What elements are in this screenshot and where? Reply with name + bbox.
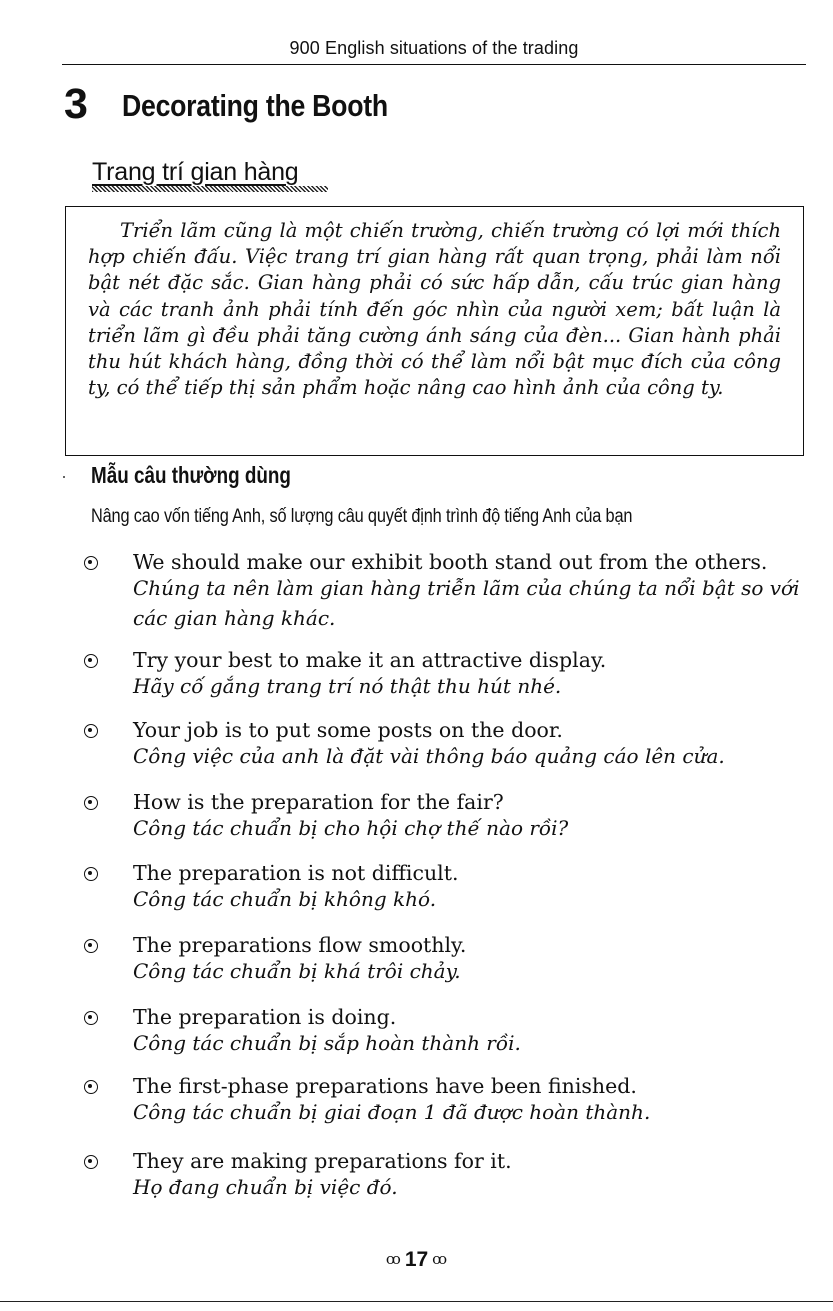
margin-dot <box>63 476 65 478</box>
phrase-vietnamese: Hãy cố gắng trang trí nó thật thu hút nhé. <box>133 674 562 698</box>
phrase-english: Your job is to put some posts on the door. <box>133 718 563 742</box>
subtitle-hatch-decoration <box>92 186 328 192</box>
bullet-icon <box>84 556 98 570</box>
bullet-icon <box>84 939 98 953</box>
intro-box <box>65 206 804 456</box>
bullet-icon <box>84 1011 98 1025</box>
phrase-english: How is the preparation for the fair? <box>133 790 504 814</box>
phrase-vietnamese: Chúng ta nên làm gian hàng triễn lãm của chúng ta nổi bật so với các gian hàng khác. <box>133 576 800 630</box>
phrase-english: Try your best to make it an attractive display. <box>133 648 607 672</box>
running-header: 900 English situations of the trading <box>289 38 579 58</box>
phrase-vietnamese: Công tác chuẩn bị giai đoạn 1 đã được hoàn thành. <box>133 1100 651 1124</box>
bullet-icon <box>84 796 98 810</box>
page-number: 17 <box>404 1248 429 1271</box>
phrase-vietnamese: Họ đang chuẩn bị việc đó. <box>133 1175 398 1199</box>
bullet-icon <box>84 1080 98 1094</box>
phrase-english: The preparations flow smoothly. <box>133 933 467 957</box>
phrase-vietnamese: Công tác chuẩn bị cho hội chợ thế nào rồi? <box>133 816 569 840</box>
intro-paragraph: Triển lãm cũng là một chiến trường, chiến trường có lợi mới thích hợp chiến đấu. Việc trang trí gian hàng rất quan trọng, phải làm nổi bật nét đặc sắc. Gian hàng phải có sức hấp dẫn, cấu trúc gian hàng và các tranh ảnh phải tính đến góc nhìn của người xem; bất luận là triển lãm gì đều phải tăng cường ánh sáng của đèn... Gian hành phải thu hút khách hàng, đồng thời có thể làm nổi bật mục đích của công ty, có thể tiếp thị sản phẩm hoặc nâng cao hình ảnh của công ty. <box>88 219 781 400</box>
ornament-left-icon: ꝏ <box>385 1250 401 1268</box>
ornament-right-icon: ꝏ <box>432 1250 448 1268</box>
bullet-icon <box>84 724 98 738</box>
subtitle: Trang trí gian hàng <box>92 158 299 186</box>
phrase-vietnamese: Công việc của anh là đặt vài thông báo quảng cáo lên cửa. <box>133 744 725 768</box>
phrase-english: The preparation is doing. <box>133 1005 397 1029</box>
page-number-footer <box>0 1248 833 1272</box>
bullet-icon <box>84 1155 98 1169</box>
phrase-vietnamese: Công tác chuẩn bị khá trôi chảy. <box>133 959 461 983</box>
header-rule <box>62 64 806 65</box>
section-heading: Mẫu câu thường dùng <box>91 462 291 488</box>
section-subheading: Nâng cao vốn tiếng Anh, số lượng câu quyết định trình độ tiếng Anh của bạn <box>91 506 633 527</box>
phrase-english: The preparation is not difficult. <box>133 861 459 885</box>
phrase-english: They are making preparations for it. <box>133 1149 512 1173</box>
chapter-number: 3 <box>64 80 88 128</box>
bullet-icon <box>84 867 98 881</box>
phrase-vietnamese: Công tác chuẩn bị sắp hoàn thành rồi. <box>133 1031 521 1055</box>
phrase-english: We should make our exhibit booth stand out from the others. <box>133 550 768 574</box>
bottom-rule <box>0 1301 833 1302</box>
chapter-title: Decorating the Booth <box>122 88 388 123</box>
phrase-english: The first-phase preparations have been finished. <box>133 1074 637 1098</box>
bullet-icon <box>84 654 98 668</box>
phrase-vietnamese: Công tác chuẩn bị không khó. <box>133 887 437 911</box>
